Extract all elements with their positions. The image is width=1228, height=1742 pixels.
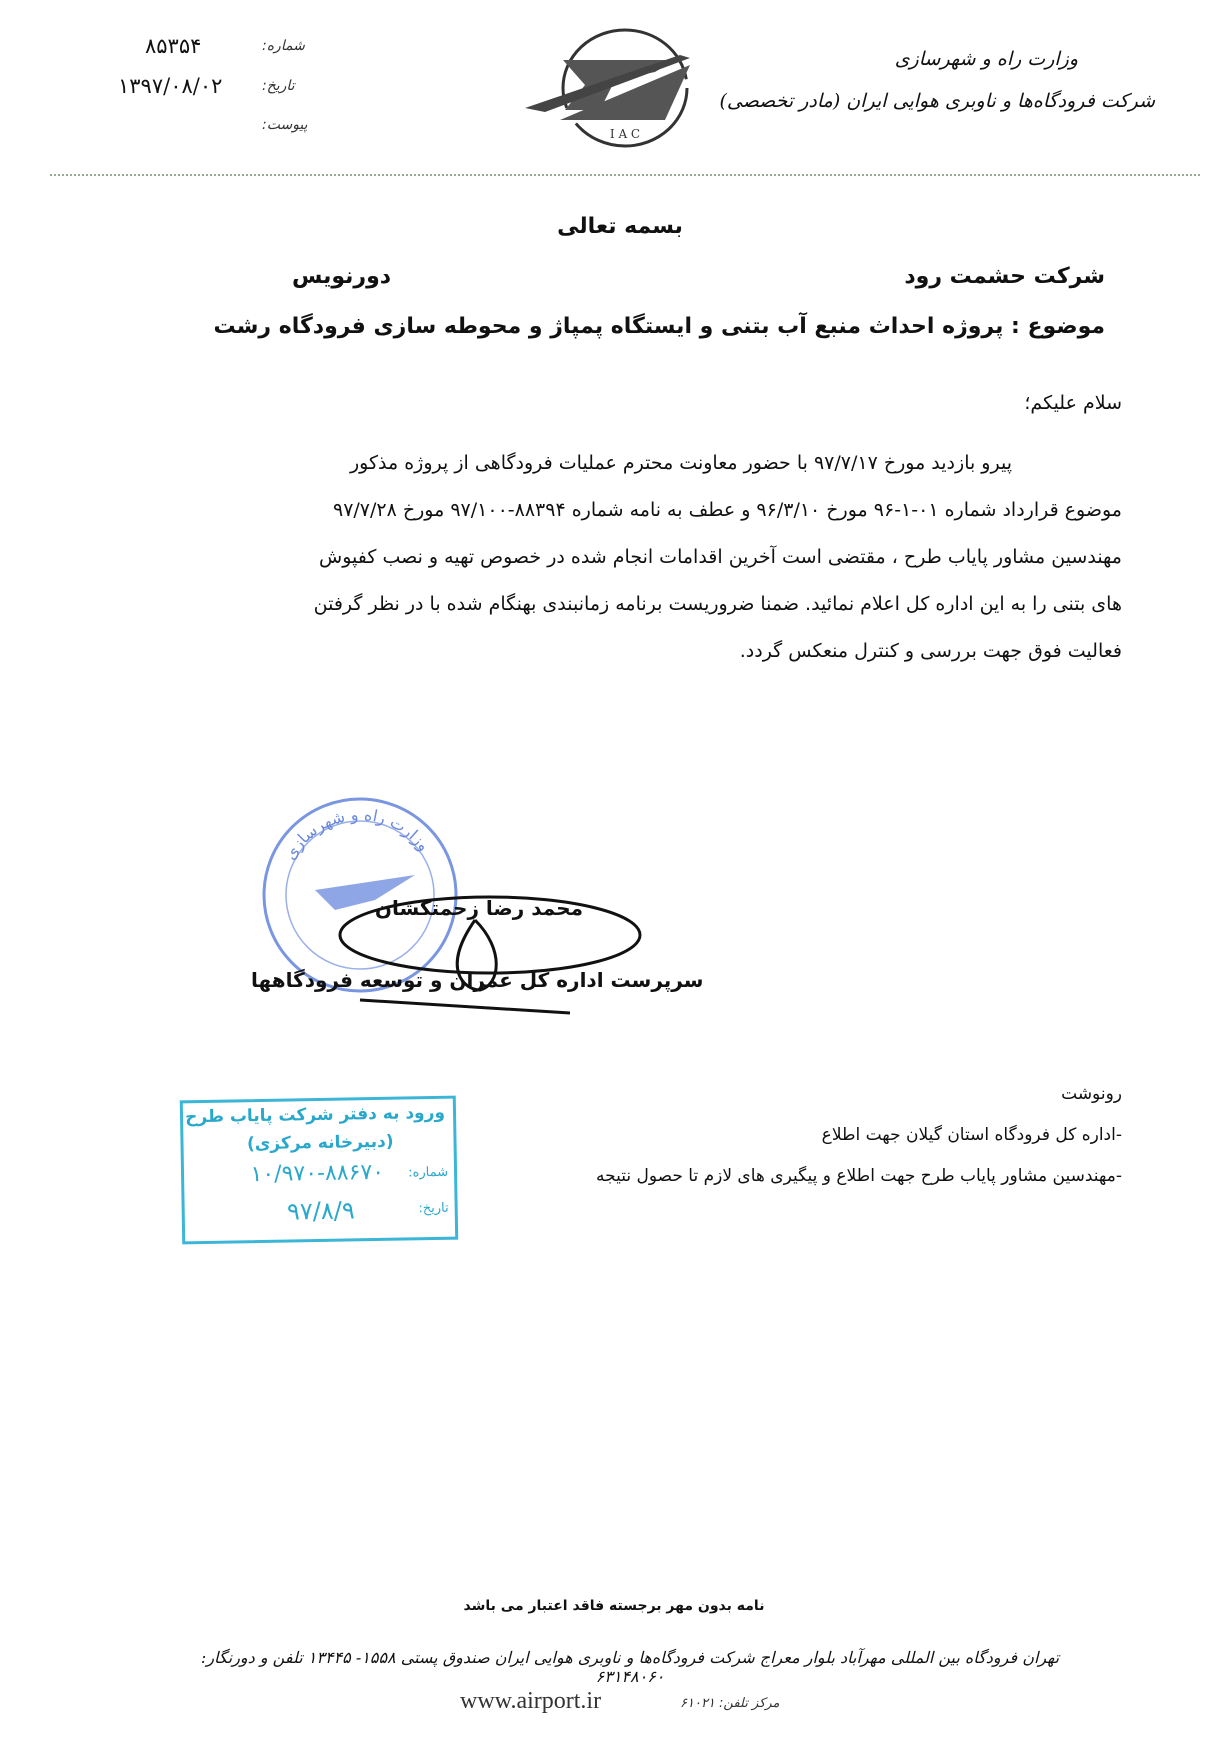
seal-text: وزارت راه و شهرسازی: [280, 804, 434, 863]
recipient: شرکت حشمت رود: [904, 264, 1105, 289]
signatory-title: سرپرست اداره کل عمران و توسعه فرودگاهها: [251, 968, 704, 992]
stamp-date-label: تاریخ:: [418, 1200, 449, 1217]
website-link[interactable]: www.airport.ir: [460, 1688, 602, 1714]
header-divider: [50, 174, 1200, 176]
greeting: سلام علیکم؛: [1024, 392, 1122, 414]
cc-heading: رونوشت: [1061, 1084, 1122, 1104]
logo-text: I A C: [609, 127, 641, 141]
letter-body: [212, 440, 1122, 675]
stamp-number-label: شماره:: [408, 1164, 449, 1181]
subject: موضوع : پروژه احداث منبع آب بتنی و ایستگاه پمپاژ و محوطه سازی فرودگاه رشت: [213, 314, 1105, 339]
cc-item: -مهندسین مشاور پایاب طرح جهت اطلاع و پیگیری های لازم تا حصول نتیجه: [596, 1166, 1122, 1186]
ministry-name: وزارت راه و شهرسازی: [894, 48, 1078, 70]
cc-item: -اداره کل فرودگاه استان گیلان جهت اطلاع: [821, 1125, 1122, 1145]
signatory-name: محمد رضا زحمتکشان: [374, 896, 583, 920]
body-line: موضوع قرارداد شماره ۰۱-۱-۹۶ مورخ ۹۶/۳/۱۰ و عطف به نامه شماره ۸۸۳۹۴-۹۷/۱۰۰ مورخ ۹۷/۷/۲۸: [333, 499, 1122, 521]
body-line: فعالیت فوق جهت بررسی و کنترل منعکس گردد.: [739, 640, 1122, 662]
date-label: تاریخ:: [262, 78, 295, 94]
stamp-number: ۱۰/۹۷۰-۸۸۶۷۰: [250, 1159, 385, 1188]
receipt-stamp: [180, 1096, 458, 1245]
footer-address: تهران فرودگاه بین المللی مهرآباد بلوار معراج شرکت فرودگاه‌ها و ناوبری هوایی ایران صندوق پستی ۱۵۵۸- ۱۳۴۴۵ تلفن و دورنگار: ۶۳۱۴۸۰۶۰: [200, 1648, 1060, 1686]
phone-center: مرکز تلفن: ۶۱۰۲۱: [680, 1696, 780, 1711]
basmala: بسمه تعالی: [557, 214, 683, 239]
stamp-title: ورود به دفتر شرکت پایاب طرح: [184, 1102, 446, 1128]
stamp-date: ۹۷/۸/۹: [286, 1196, 355, 1226]
delivery-method: دورنویس: [292, 264, 392, 289]
letter-number: ۸۵۳۵۴: [145, 34, 202, 58]
body-line: مهندسین مشاور پایاب طرح ، مقتضی است آخرین اقدامات انجام شده در خصوص تهیه و نصب کفپوش: [319, 546, 1122, 568]
body-line: پیرو بازدید مورخ ۹۷/۷/۱۷ با حضور معاونت محترم عملیات فرودگاهی از پروژه مذکور: [350, 452, 1012, 474]
number-label: شماره:: [262, 38, 305, 54]
stamp-subtitle: (دبیرخانه مرکزی): [246, 1131, 394, 1155]
iac-logo: [505, 20, 745, 150]
body-line: های بتنی را به این اداره کل اعلام نمائید. ضمنا ضروریست برنامه زمانبندی بهنگام شده با در نظر گرفتن: [313, 593, 1122, 615]
letter-date: ۱۳۹۷/۰۸/۰۲: [118, 74, 223, 98]
attachment-label: پیوست:: [262, 117, 308, 133]
footer-note: نامه بدون مهر برجسته فاقد اعتبار می باشد: [463, 1598, 765, 1614]
company-name: شرکت فرودگاه‌ها و ناوبری هوایی ایران (مادر تخصصی): [719, 90, 1155, 112]
